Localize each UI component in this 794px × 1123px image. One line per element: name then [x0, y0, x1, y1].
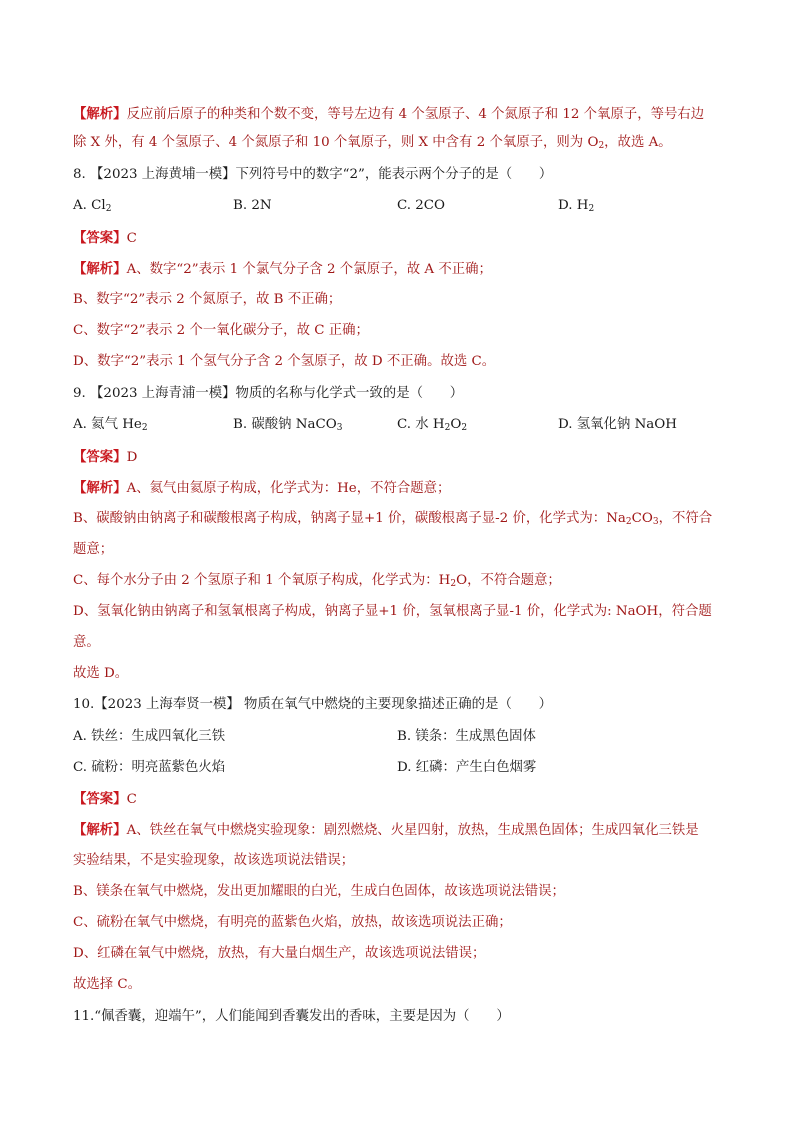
q9-analysis-line-5: D、氢氧化钠由钠离子和氢氧根离子构成，钠离子显+1 价，氢氧根离子显-1 价，化学式为: NaOH，符合题 [73, 604, 712, 619]
q10-option-b: B. 镁条：生成黑色固体 [397, 729, 536, 744]
q8-option-b: B. 2N [233, 198, 272, 213]
q10-answer: 【答案】C [73, 791, 137, 807]
q9-analysis-line-3: 题意； [73, 542, 114, 557]
q7-analysis-line-2: 除 X 外，有 4 个氢原子、4 个氮原子和 10 个氧原子，则 X 中含有 2 个氧原子，则为 $O_2$，故选 A。 [73, 135, 672, 151]
q9-analysis-line-2: B、碳酸钠由钠离子和碳酸根离子构成，钠离子显+1 价，碳酸根离子显-2 价，化学式为：$Na_2CO_3$，不符合 [73, 511, 713, 527]
q9-analysis-line-6: 意。 [73, 635, 100, 650]
q9-answer: 【答案】D [73, 449, 138, 465]
q8-analysis-line-1: 【解析】A、数字“2”表示 1 个氯气分子含 2 个氯原子，故 A 不正确； [73, 261, 492, 277]
q9-stem: 9. 【2023 上海青浦一模】物质的名称与化学式一致的是（ ） [73, 386, 464, 401]
q8-source: 【2023 上海黄埔一模】 [90, 167, 236, 182]
q10-analysis-line-3: B、镁条在氧气中燃烧，发出更加耀眼的白光，生成白色固体，故该选项说法错误； [73, 884, 565, 899]
q9-analysis-line-4: C、每个水分子由 2 个氢原子和 1 个氧原子构成，化学式为：$H_2O$，不符合题意； [73, 573, 561, 589]
q9-source: 【2023 上海青浦一模】 [90, 386, 236, 401]
q10-analysis-line-2: 实验结果，不是实验现象，故该选项说法错误； [73, 853, 355, 868]
analysis-label: 【解析】 [73, 106, 127, 122]
q8-option-c: C. 2CO [397, 198, 446, 213]
q10-source: 【2023 上海奉贤一模】 [94, 697, 240, 712]
q10-analysis-line-1: 【解析】A、铁丝在氧气中燃烧实验现象：剧烈燃烧、火星四射，放热，生成黑色固体；生成四氧化三铁是 [73, 822, 699, 838]
q8-analysis-line-2: B、数字“2”表示 2 个氮原子，故 B 不正确； [73, 292, 342, 307]
q10-option-d: D. 红磷：产生白色烟雾 [397, 760, 537, 775]
q9-option-c: C. 水 $H_2O_2$ [397, 417, 468, 433]
q8-analysis-line-3: C、数字“2”表示 2 个一氧化碳分子，故 C 正确； [73, 323, 369, 338]
q10-analysis-line-5: D、红磷在氧气中燃烧，放热，有大量白烟生产，故该选项说法错误； [73, 946, 486, 961]
q7-analysis-line-1: 【解析】反应前后原子的种类和个数不变，等号左边有 4 个氢原子、4 个氮原子和 12 个氧原子，等号右边 [73, 106, 705, 122]
q9-analysis-line-1: 【解析】A、氦气由氦原子构成，化学式为：He，不符合题意； [73, 480, 451, 496]
q8-option-a: A. $Cl_2$ [73, 198, 112, 214]
q8-option-d: D. $H_2$ [558, 198, 595, 214]
q11-stem: 11.“佩香囊，迎端午”，人们能闻到香囊发出的香味，主要是因为（ ） [73, 1009, 510, 1024]
q10-analysis-line-4: C、硫粉在氧气中燃烧，有明亮的蓝紫色火焰，放热，故该选项说法正确； [73, 915, 512, 930]
q9-option-b: B. 碳酸钠 NaCO$_3$ [233, 417, 343, 433]
q9-option-d: D. 氢氧化钠 NaOH [558, 417, 677, 432]
q10-stem: 10.【2023 上海奉贤一模】 物质在氧气中燃烧的主要现象描述正确的是（ ） [73, 697, 553, 712]
q10-option-a: A. 铁丝：生成四氧化三铁 [73, 729, 226, 744]
q8-stem: 8. 【2023 上海黄埔一模】下列符号中的数字“2”，能表示两个分子的是（ ） [73, 167, 553, 182]
q10-analysis-line-6: 故选择 C。 [73, 977, 142, 992]
q8-answer: 【答案】C [73, 230, 137, 246]
q8-analysis-line-4: D、数字“2”表示 1 个氢气分子含 2 个氢原子，故 D 不正确。故选 C。 [73, 354, 496, 369]
q9-analysis-line-7: 故选 D。 [73, 666, 129, 681]
q10-option-c: C. 硫粉：明亮蓝紫色火焰 [73, 760, 226, 775]
q9-option-a: A. 氦气 $He_2$ [73, 417, 148, 433]
